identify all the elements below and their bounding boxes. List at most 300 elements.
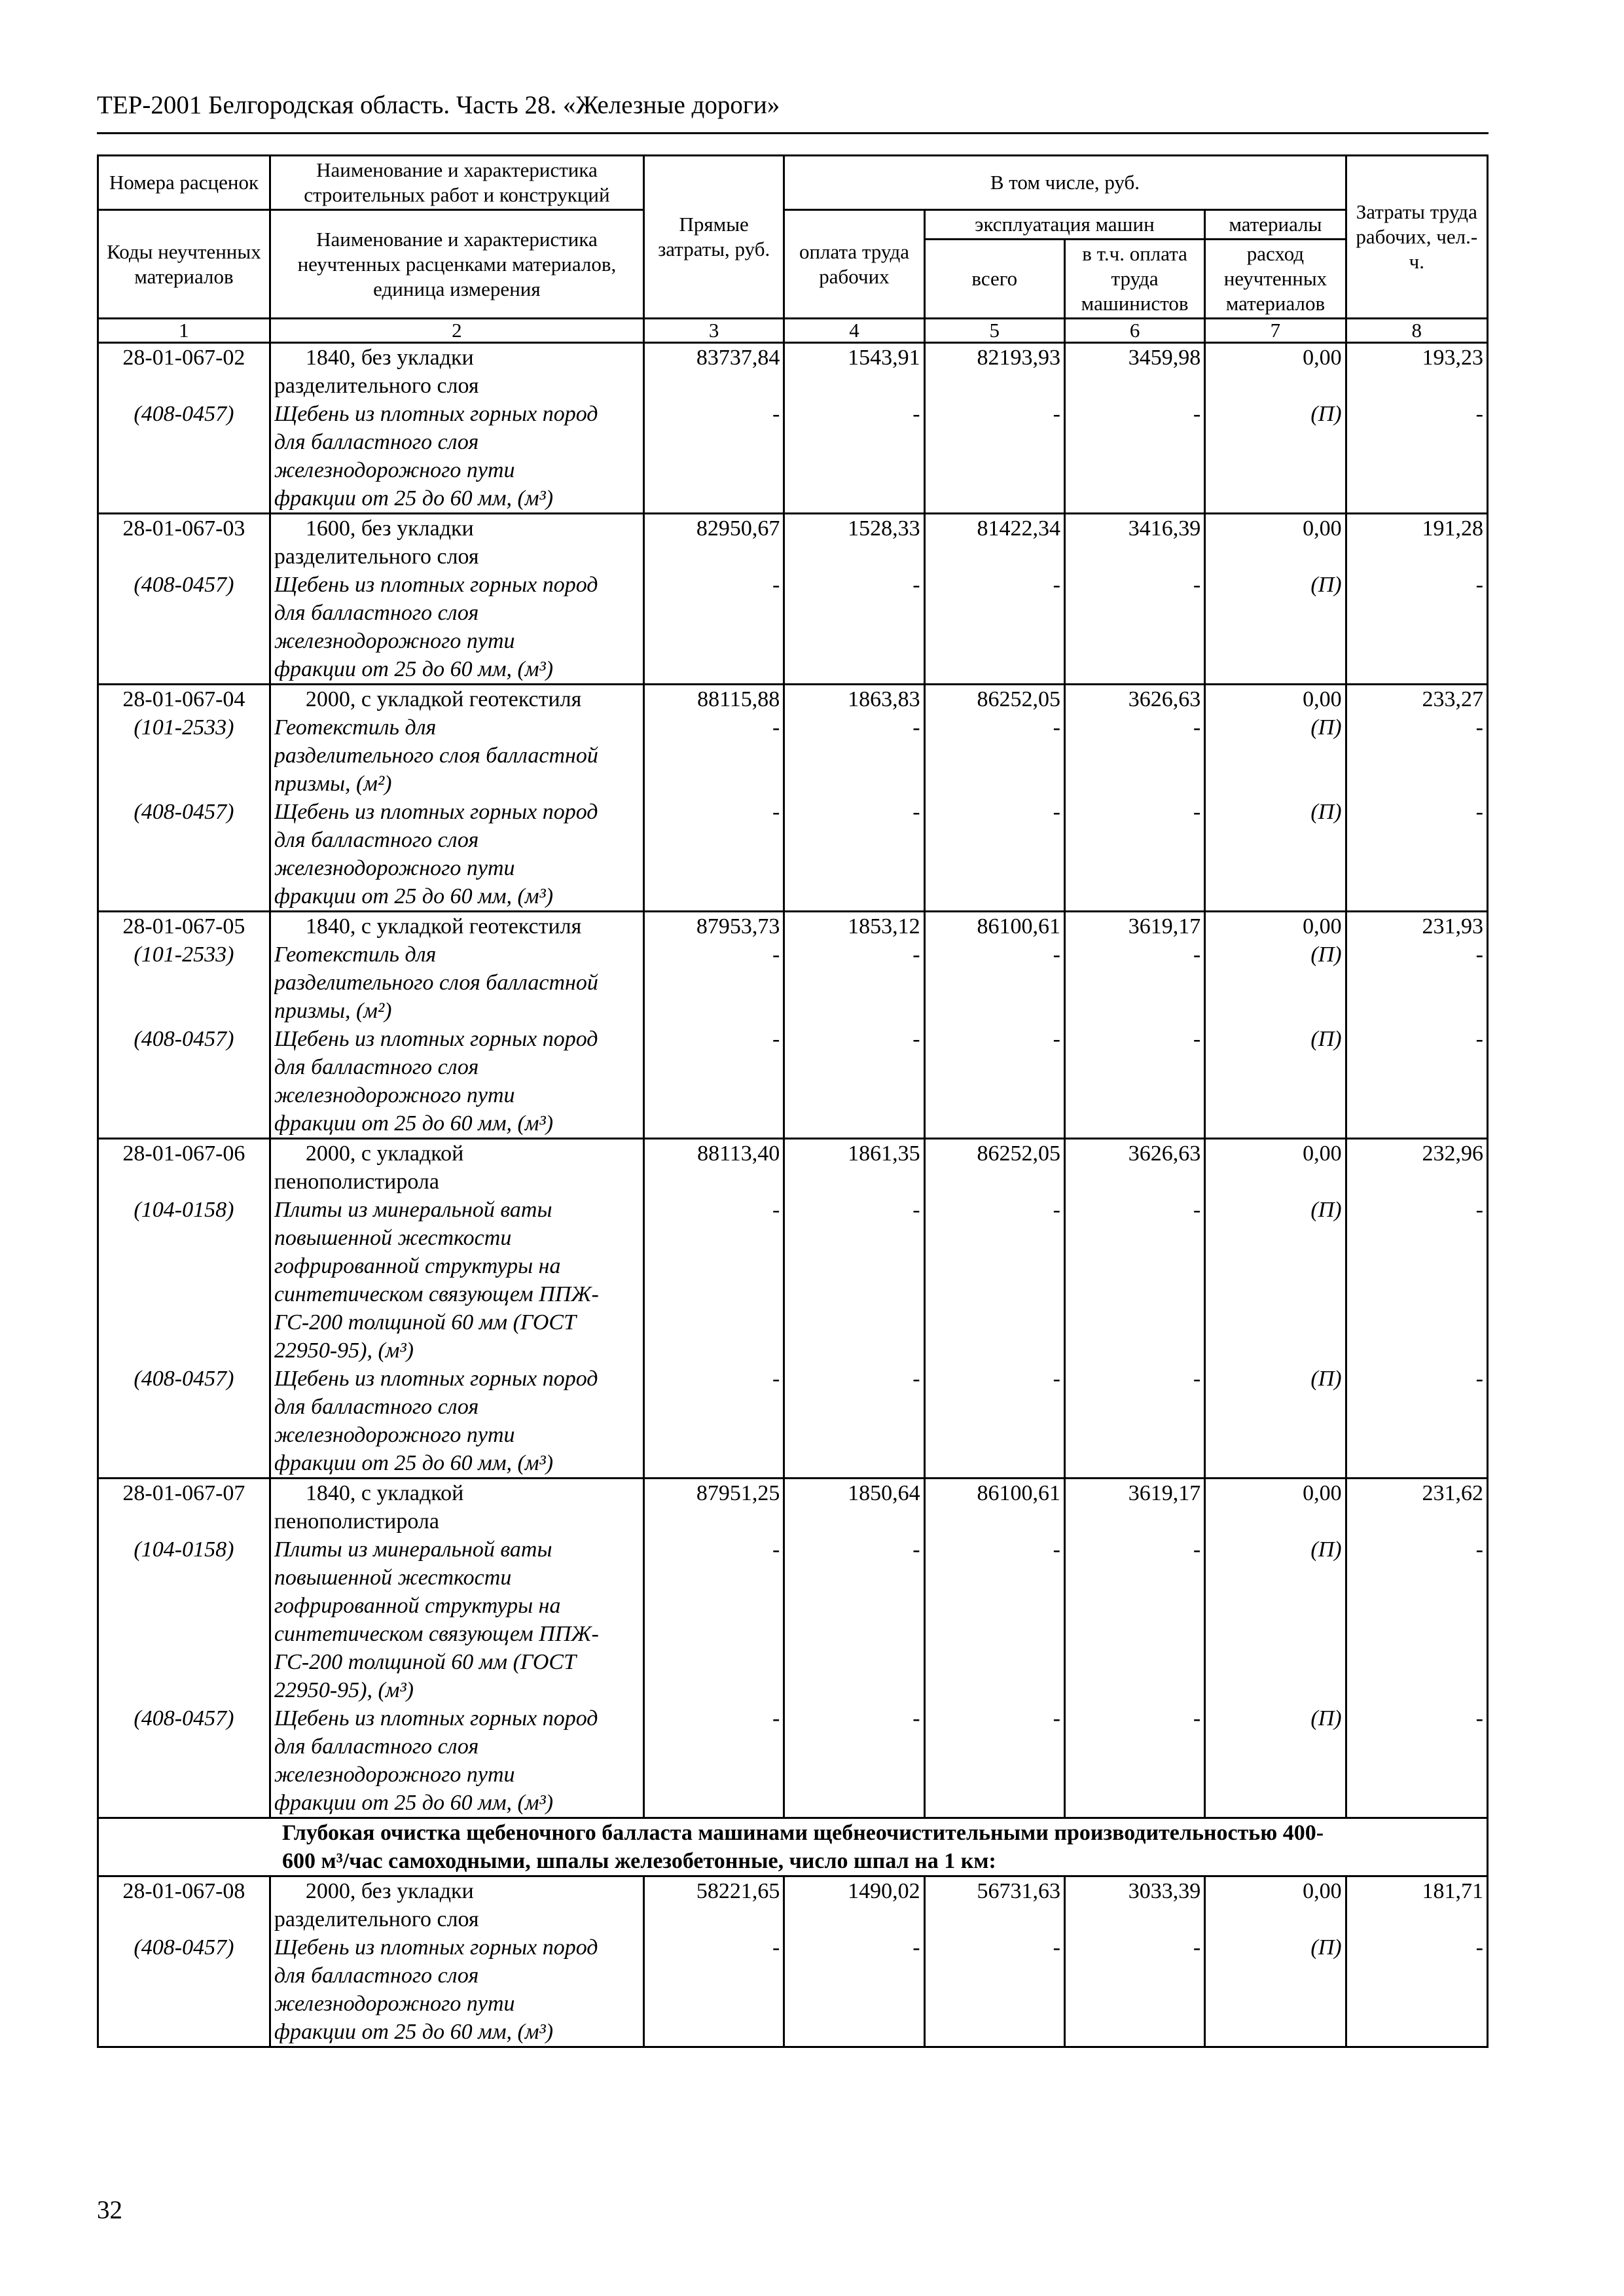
spacer [1209,456,1341,484]
spacer [1350,1053,1483,1081]
material-code: (408-0457) [134,1367,234,1391]
empty-dash: - [1053,1198,1060,1222]
spacer [1209,742,1341,770]
spacer [788,1592,920,1620]
spacer [1350,1564,1483,1592]
spacer [788,1168,920,1196]
value-mach-labor: 3619,17 [1128,1481,1201,1505]
material-name-line: 22950-95), (м³) [274,1338,414,1363]
spacer [929,1789,1060,1817]
cell-stack [1069,344,1200,512]
rate-entry-row [98,1139,1488,1479]
cell-col-6 [1064,514,1204,685]
spacer [1069,372,1200,400]
spacer [648,372,780,400]
cell-col-3 [644,1139,784,1479]
value-mach-labor: 3033,39 [1128,1879,1201,1903]
cell-stack [1069,1877,1200,2046]
empty-dash: - [1193,1367,1201,1391]
spacer [788,770,920,798]
value-labor: 232,96 [1422,1141,1483,1166]
empty-dash: - [1193,402,1201,426]
material-name-line: Щебень из плотных горных пород [274,1367,598,1391]
material-name-line: повышенной жесткости [274,1566,512,1590]
spacer [1209,770,1341,798]
spacer [788,1732,920,1761]
spacer [1209,1308,1341,1336]
value-materials: 0,00 [1303,1879,1342,1903]
spacer [1209,1620,1341,1648]
cell-stack [648,912,780,1138]
spacer [1350,1449,1483,1477]
spacer [929,1168,1060,1196]
spacer [1350,1308,1483,1336]
empty-dash: - [912,1706,920,1731]
empty-dash: - [1193,1027,1201,1051]
spacer [1069,854,1200,882]
material-name-line: Щебень из плотных горных пород [274,402,598,426]
material-code: (104-0158) [134,1198,234,1222]
value-direct: 87953,73 [696,914,780,939]
cell-col-2 [270,685,643,912]
cell-col-6 [1064,912,1204,1139]
material-name-line: для балластного слоя [274,1395,479,1419]
material-name-line: разделительного слоя балластной [274,744,598,768]
spacer [1209,1109,1341,1138]
value-mach-labor: 3626,63 [1128,1141,1201,1166]
cell-col-7 [1205,514,1346,685]
spacer [648,882,780,910]
spacer [1350,969,1483,997]
spacer [1209,543,1341,571]
spacer [1069,1252,1200,1280]
spacer [102,1905,266,1933]
spacer [1069,1761,1200,1789]
work-name-line: разделительного слоя [274,374,479,398]
spacer [102,1564,266,1592]
spacer [648,428,780,456]
work-name-line: пенополистирола [274,1509,439,1534]
work-name-line: разделительного слоя [274,545,479,569]
spacer [929,1081,1060,1109]
material-name-line: Щебень из плотных горных пород [274,1935,598,1960]
spacer [1209,627,1341,655]
work-name-line: 1600, без укладки [305,516,474,541]
spacer [1209,1676,1341,1704]
empty-dash: - [1475,715,1483,740]
empty-dash: - [772,1706,780,1731]
spacer [1209,2018,1341,2046]
th-rate-numbers: Номера расценок [98,156,270,210]
th-work-name: Наименование и характеристика строительных работ и конструкций [270,156,643,210]
spacer [788,1053,920,1081]
empty-dash: - [1475,402,1483,426]
spacer [1209,1990,1341,2018]
material-name-line: Геотекстиль для [274,942,437,967]
spacer [1069,543,1200,571]
spacer [648,1789,780,1817]
cell-col-8 [1346,1876,1487,2047]
spacer [929,1732,1060,1761]
material-code: (408-0457) [134,1935,234,1960]
spacer [788,742,920,770]
spacer [648,627,780,655]
value-mach-total: 86100,61 [977,1481,1060,1505]
material-name-line: синтетическом связующем ППЖ- [274,1282,599,1306]
spacer [788,969,920,997]
col-number: 4 [784,319,924,343]
cell-stack [648,1139,780,1477]
empty-dash: - [1193,573,1201,597]
spacer [929,1393,1060,1421]
rates-table [97,154,1489,2048]
empty-dash: - [912,942,920,967]
material-code: (408-0457) [134,573,234,597]
cell-stack [648,344,780,512]
header-rule [97,132,1489,134]
material-name-line: для балластного слоя [274,430,479,454]
table-body [98,343,1488,2047]
value-labor: 193,23 [1422,346,1483,370]
spacer [1209,826,1341,854]
spacer [1350,1990,1483,2018]
spacer [648,1109,780,1138]
cell-stack [102,344,266,512]
section-title-cell [98,1818,1488,1876]
cell-stack [788,685,920,910]
col-number: 1 [98,319,270,343]
cell-col-3 [644,1479,784,1818]
cell-stack [1209,1877,1341,2046]
cell-stack [1209,685,1341,910]
spacer [929,372,1060,400]
spacer [102,997,266,1025]
empty-dash: - [1193,800,1201,824]
empty-dash: - [772,1935,780,1960]
spacer [648,1393,780,1421]
empty-dash: - [912,402,920,426]
spacer [648,1620,780,1648]
spacer [1209,655,1341,683]
rate-entry-row [98,912,1488,1139]
spacer [648,1449,780,1477]
spacer [1209,1648,1341,1676]
material-name-line: железнодорожного пути [274,1083,515,1107]
spacer [1209,484,1341,512]
rate-entry-row [98,685,1488,912]
spacer [788,1648,920,1676]
cell-col-1 [98,1139,270,1479]
cell-col-6 [1064,1876,1204,2047]
cell-col-4 [784,1479,924,1818]
value-labor-pay: 1861,35 [848,1141,920,1166]
material-name-line: для балластного слоя [274,601,479,625]
spacer [929,1224,1060,1252]
spacer [788,997,920,1025]
empty-dash: - [772,1198,780,1222]
spacer [1069,1168,1200,1196]
material-name-line: фракции от 25 до 60 мм, (м³) [274,2020,554,2044]
spacer [929,1620,1060,1648]
cell-col-2 [270,1876,643,2047]
empty-dash: - [1475,1537,1483,1562]
material-name-line: Геотекстиль для [274,715,437,740]
rate-code: 28-01-067-08 [122,1879,245,1903]
page-number: 32 [97,2196,122,2224]
section-title-line-1: Глубокая очистка щебеночного балласта машинами щебнеочистительными производительностью 400- [282,1821,1324,1845]
spacer [648,1676,780,1704]
spacer [788,1393,920,1421]
empty-dash: - [1475,942,1483,967]
spacer [788,1449,920,1477]
empty-dash: - [912,1198,920,1222]
spacer [102,1507,266,1535]
spacer [1069,1676,1200,1704]
value-labor-pay: 1543,91 [848,346,920,370]
cell-col-2 [270,912,643,1139]
spacer [1209,1962,1341,1990]
material-name-line: железнодорожного пути [274,1423,515,1447]
spacer [1350,428,1483,456]
spacer [1069,484,1200,512]
spacer [1069,456,1200,484]
cell-stack [274,1479,640,1817]
cell-stack [1350,912,1483,1138]
spacer [102,1449,266,1477]
empty-dash: - [1193,1198,1201,1222]
material-flag: (П) [1310,1027,1342,1051]
cell-col-6 [1064,1479,1204,1818]
material-flag: (П) [1310,800,1342,824]
spacer [1350,1620,1483,1648]
spacer [929,1990,1060,2018]
material-name-line: гофрированной структуры на [274,1254,561,1278]
empty-dash: - [1053,715,1060,740]
material-name-line: железнодорожного пути [274,629,515,653]
cell-col-6 [1064,685,1204,912]
spacer [1209,1449,1341,1477]
spacer [648,1280,780,1308]
value-direct: 58221,65 [696,1879,780,1903]
spacer [1069,1081,1200,1109]
spacer [1350,2018,1483,2046]
rate-entry-row [98,514,1488,685]
spacer [1069,1507,1200,1535]
cell-stack [1350,514,1483,683]
cell-col-2 [270,1139,643,1479]
cell-col-8 [1346,912,1487,1139]
rate-code: 28-01-067-06 [122,1141,245,1166]
cell-stack [1209,912,1341,1138]
spacer [788,543,920,571]
spacer [1350,655,1483,683]
spacer [929,770,1060,798]
spacer [648,1336,780,1365]
spacer [648,1308,780,1336]
spacer [102,543,266,571]
material-flag: (П) [1310,402,1342,426]
material-code: (101-2533) [134,942,234,967]
spacer [1069,1789,1200,1817]
spacer [1209,1421,1341,1449]
cell-col-3 [644,343,784,514]
cell-col-5 [924,343,1064,514]
spacer [102,655,266,683]
rate-entry-row [98,343,1488,514]
spacer [648,456,780,484]
material-code: (104-0158) [134,1537,234,1562]
spacer [1350,1732,1483,1761]
section-title-row [98,1818,1488,1876]
value-materials: 0,00 [1303,516,1342,541]
material-name-line: фракции от 25 до 60 мм, (м³) [274,657,554,681]
spacer [1350,1336,1483,1365]
cell-stack [1350,344,1483,512]
spacer [788,826,920,854]
spacer [648,1990,780,2018]
spacer [648,1648,780,1676]
spacer [788,1336,920,1365]
spacer [1350,1962,1483,1990]
spacer [102,1252,266,1280]
spacer [648,1962,780,1990]
material-name-line: фракции от 25 до 60 мм, (м³) [274,1111,554,1136]
spacer [788,484,920,512]
empty-dash: - [772,1367,780,1391]
empty-dash: - [912,573,920,597]
cell-stack [929,344,1060,512]
empty-dash: - [1053,1367,1060,1391]
material-code: (408-0457) [134,800,234,824]
spacer [1350,1421,1483,1449]
spacer [1350,599,1483,627]
spacer [648,599,780,627]
work-name-line: разделительного слоя [274,1907,479,1931]
spacer [1350,1280,1483,1308]
spacer [648,655,780,683]
work-name-line: 1840, с укладкой [305,1481,464,1505]
empty-dash: - [1475,800,1483,824]
spacer [648,1761,780,1789]
cell-stack [1069,912,1200,1138]
spacer [1069,1109,1200,1138]
section-title-line-2: 600 м³/час самоходными, шпалы железобетонные, число шпал на 1 км: [282,1849,996,1873]
spacer [929,1507,1060,1535]
cell-stack [102,912,266,1138]
th-materials: материалы [1205,210,1346,240]
th-material-names: Наименование и характеристика неучтенных расценками материалов, единица измерения [270,210,643,319]
spacer [1069,1393,1200,1421]
spacer [1069,1732,1200,1761]
cell-col-4 [784,1876,924,2047]
value-labor: 231,93 [1422,914,1483,939]
spacer [788,655,920,683]
spacer [1209,1393,1341,1421]
spacer [1350,627,1483,655]
spacer [102,1308,266,1336]
rate-code: 28-01-067-07 [122,1481,245,1505]
spacer [102,1648,266,1676]
empty-dash: - [1193,1537,1201,1562]
spacer [102,770,266,798]
value-labor: 231,62 [1422,1481,1483,1505]
cell-col-2 [270,1479,643,1818]
th-direct-cost: Прямые затраты, руб. [644,156,784,319]
spacer [102,1081,266,1109]
rate-code: 28-01-067-02 [122,346,245,370]
th-machine-operation: эксплуатация машин [924,210,1205,240]
spacer [1350,1109,1483,1138]
spacer [1350,882,1483,910]
spacer [788,1308,920,1336]
material-name-line: фракции от 25 до 60 мм, (м³) [274,884,554,908]
spacer [929,854,1060,882]
cell-stack [788,1479,920,1817]
cell-col-2 [270,514,643,685]
value-direct: 88113,40 [697,1141,780,1166]
cell-col-5 [924,1876,1064,2047]
spacer [1209,1081,1341,1109]
spacer [929,826,1060,854]
cell-stack [788,912,920,1138]
spacer [1069,882,1200,910]
cell-stack [1350,685,1483,910]
empty-dash: - [1193,942,1201,967]
spacer [1209,854,1341,882]
col-number: 3 [644,319,784,343]
material-name-line: ГС-200 толщиной 60 мм (ГОСТ [274,1650,576,1674]
spacer [1069,599,1200,627]
spacer [929,882,1060,910]
cell-stack [102,685,266,910]
spacer [1069,428,1200,456]
th-material-codes: Коды неучтенных материалов [98,210,270,319]
material-name-line: фракции от 25 до 60 мм, (м³) [274,1791,554,1815]
rate-code: 28-01-067-04 [122,687,245,711]
spacer [648,1732,780,1761]
spacer [788,1081,920,1109]
spacer [929,599,1060,627]
cell-stack [102,1877,266,2046]
spacer [788,1224,920,1252]
spacer [1069,1421,1200,1449]
cell-stack [648,1479,780,1817]
cell-stack [274,344,640,512]
spacer [1069,1592,1200,1620]
spacer [102,1990,266,2018]
material-name-line: Щебень из плотных горных пород [274,800,598,824]
value-direct: 82950,67 [696,516,780,541]
cell-stack [1209,344,1341,512]
cell-col-1 [98,685,270,912]
spacer [788,627,920,655]
spacer [648,969,780,997]
spacer [788,1990,920,2018]
spacer [1209,882,1341,910]
spacer [102,1962,266,1990]
col-number: 6 [1064,319,1204,343]
cell-col-8 [1346,685,1487,912]
spacer [1209,1507,1341,1535]
material-flag: (П) [1310,573,1342,597]
value-labor-pay: 1863,83 [848,687,920,711]
spacer [1350,1761,1483,1789]
cell-stack [1069,685,1200,910]
spacer [929,543,1060,571]
cell-stack [929,912,1060,1138]
cell-col-8 [1346,1139,1487,1479]
spacer [1069,969,1200,997]
